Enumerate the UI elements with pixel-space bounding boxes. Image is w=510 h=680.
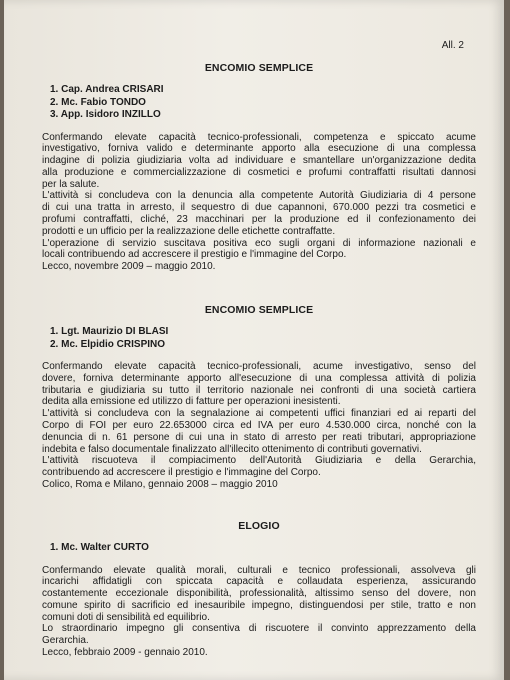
date-line: Lecco, febbraio 2009 - gennaio 2010. [42,647,208,659]
section-title: ENCOMIO SEMPLICE [204,304,314,316]
body-line: Corpo di FOI per euro 22.653000 circa ed IVA per euro 4.530.000 circa, nonché con la [42,419,476,431]
body-line: L'attività si concludeva con la segnalazione ai competenti uffici finanziari ed ai reparti del [42,408,476,420]
recipient: 1. Lgt. Maurizio DI BLASI [50,326,169,337]
section-body [42,565,476,659]
body-line: alla produzione e commercializzazione di cosmetici e profumi contraffatti risultati dannosi [42,166,476,178]
document-page [4,0,504,680]
body-line: comuni doti di sensibilità ed equilibrio. [42,611,210,623]
body-line: Lo straordinario impegno gli consentiva di riscuotere il convinto apprezzamento della [42,623,476,635]
date-line: Lecco, novembre 2009 – maggio 2010. [42,261,216,273]
body-line: Gerarchia. [42,635,89,647]
recipient: 2. Mc. Elpidio CRISPINO [50,338,166,350]
body-line: comune spirito di sacrificio ed inesauribile impegno, distinguendosi per stile, tratto e non [42,599,476,611]
body-line: L'attività si concludeva con la denuncia alla competente Autorità Giudiziaria di 4 persone [42,190,476,202]
section-title: ELOGIO [238,520,280,532]
body-line: locali contribuendo ad accrescere il prestigio e l'immagine del Corpo. [42,249,347,261]
date-line: Colico, Roma e Milano, gennaio 2008 – maggio 2010 [42,478,278,490]
body-line: dedita alla emissione ed utilizzo di fatture per operazioni inesistenti. [42,396,341,408]
recipient: 3. App. Isidoro INZILLO [50,109,161,120]
section-body [42,361,476,491]
recipients-list [42,84,476,122]
commendation-section-1 [42,62,476,273]
recipient: 1. Cap. Andrea CRISARI [50,84,164,95]
recipients-list [42,542,476,555]
recipients-list [42,326,476,351]
section-title: ENCOMIO SEMPLICE [204,62,314,74]
body-line: tributaria e giudiziaria su tutto il territorio nazionale nei confronti di una società cartiera [42,384,476,396]
body-line: prodotti e un ufficio per la realizzazione delle etichette contraffatte. [42,225,336,237]
body-line: Confermando elevate qualità morali, culturali e tecnico professionali, assolveva gli [42,564,476,576]
praise-section [42,520,476,659]
body-line: costantemente eccezionale disponibilità, professionalità, altissimo senso del dovere, non [42,588,476,600]
body-line: dovere, forniva determinante apporto all'esecuzione di una complessa attività di polizia [42,372,476,384]
body-line: di cui una tratta in arresto, il sequestro di due capannoni, 670.000 pezzi tra cosmetici e [42,202,476,214]
recipient: 1. Mc. Walter CURTO [50,542,149,553]
body-line: L'operazione di servizio suscitava positiva eco sugli organi di informazione nazionali e [42,237,476,249]
annex-label: All. 2 [441,40,464,51]
body-line: Confermando elevate capacità tecnico-professionali, acume investigativo, senso del [42,361,476,372]
section-body [42,132,476,274]
body-line: indebita e falso documentale finalizzato all'illecito ottenimento di contributi governativi. [42,443,422,455]
body-line: incarichi affidatigli con spiccata capacità e collaudata esperienza, assicurando [42,576,476,588]
body-line: indagine di polizia giudiziaria volta ad individuare e smantellare un'organizzazione dedita [42,155,476,167]
body-line: denuncia di n. 61 persone di cui una in stato di arresto per reati tributari, appropriazione [42,431,476,443]
body-line: per la salute. [42,178,100,190]
recipient: 2. Mc. Fabio TONDO [50,96,146,108]
body-line: Confermando elevate capacità tecnico-professionali, competenza e spiccato acume [42,131,476,143]
body-line: contribuendo ad accrescere il prestigio e l'immagine del Corpo. [42,467,321,479]
body-line: investigativo, forniva valido e determinante apporto alla esecuzione di una complessa [42,143,476,155]
body-line: profumi contraffatti, cliché, 23 macchinari per la produzione ed il confezionamento dei [42,214,476,226]
body-line: L'attività riscuoteva il compiacimento dell'Autorità Giudiziaria e della Gerarchia, [42,455,476,467]
commendation-section-2 [42,304,476,491]
